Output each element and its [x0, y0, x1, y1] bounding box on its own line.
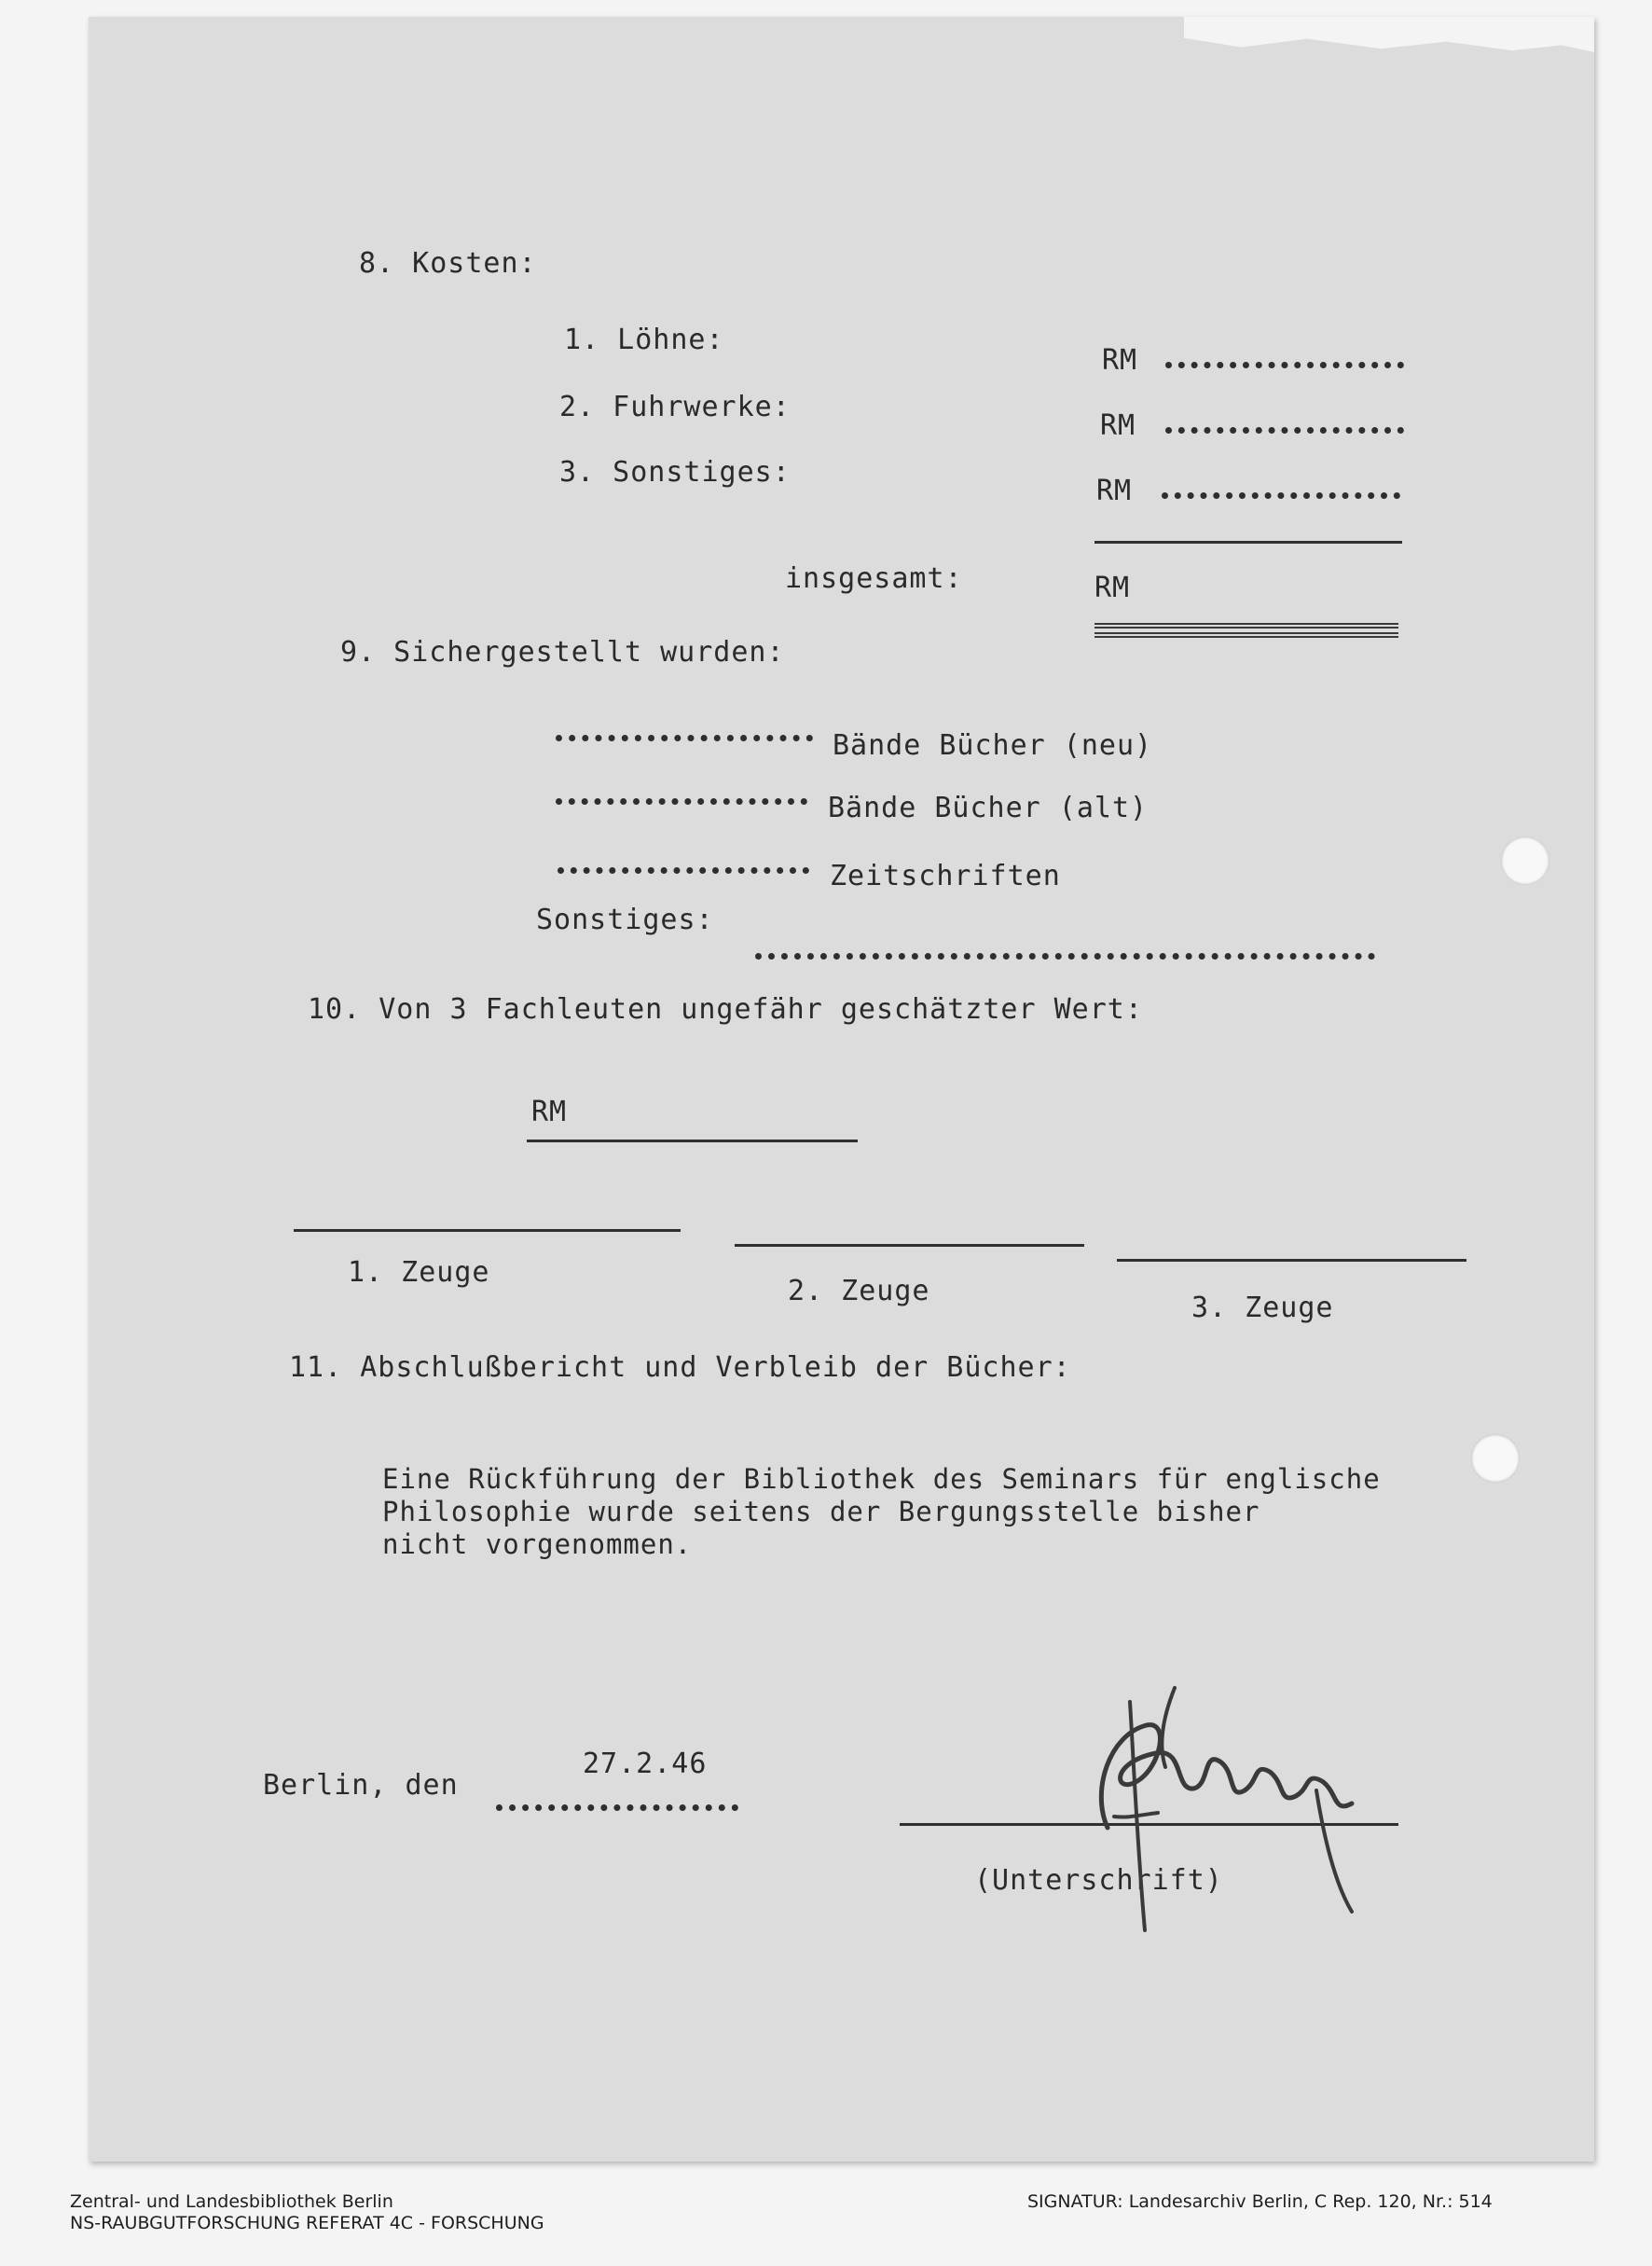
total-double-rule [1094, 623, 1398, 629]
cost-item-loehne: 1. Löhne: [564, 324, 724, 356]
footer-institution: Zentral- und Landesbibliothek Berlin [70, 2191, 393, 2212]
quantity-blank [558, 867, 809, 874]
row-baende-neu: Bände Bücher (neu) [833, 729, 1153, 762]
date-value: 27.2.46 [583, 1748, 708, 1780]
witness-signature-line [735, 1244, 1084, 1247]
report-line-1: Eine Rückführung der Bibliothek des Seminars für englische [382, 1463, 1381, 1495]
total-currency: RM [1094, 572, 1131, 604]
witness-signature-line [1117, 1259, 1466, 1262]
witness-signature-line [294, 1229, 681, 1232]
witness-3-label: 3. Zeuge [1191, 1292, 1334, 1324]
cost-item-fuhrwerke: 2. Fuhrwerke: [559, 391, 791, 423]
witness-1-label: 1. Zeuge [348, 1256, 490, 1289]
section-9-heading: 9. Sichergestellt wurden: [340, 636, 785, 669]
section-8-heading: 8. Kosten: [359, 247, 537, 280]
punch-hole [1501, 836, 1549, 885]
other-blank [755, 953, 1375, 960]
report-line-3: nicht vorgenommen. [382, 1528, 693, 1560]
punch-hole [1471, 1434, 1520, 1483]
quantity-blank [556, 798, 807, 805]
footer-department: NS-RAUBGUTFORSCHUNG REFERAT 4C - FORSCHUNG [70, 2213, 544, 2233]
cost-currency: RM [1096, 475, 1133, 507]
date-blank [496, 1804, 738, 1811]
cost-currency: RM [1100, 409, 1136, 442]
report-line-2: Philosophie wurde seitens der Bergungsstelle bisher [382, 1496, 1260, 1527]
quantity-blank [556, 735, 813, 741]
footer-signature-ref: SIGNATUR: Landesarchiv Berlin, C Rep. 120, Nr.: 514 [1027, 2191, 1493, 2212]
place-label: Berlin, den [263, 1769, 459, 1802]
handwritten-signature [1072, 1679, 1408, 1940]
other-label: Sonstiges: [536, 904, 714, 936]
row-baende-alt: Bände Bücher (alt) [828, 792, 1149, 824]
amount-blank [1165, 362, 1404, 368]
sum-rule [1094, 541, 1402, 544]
total-double-rule [1094, 632, 1398, 638]
value-rule [527, 1140, 858, 1142]
cost-item-sonstiges: 3. Sonstiges: [559, 456, 791, 489]
value-currency: RM [531, 1096, 568, 1128]
section-11-heading: 11. Abschlußbericht und Verbleib der Bücher: [289, 1351, 1071, 1384]
section-10-heading: 10. Von 3 Fachleuten ungefähr geschätzter Wert: [308, 993, 1143, 1026]
witness-2-label: 2. Zeuge [788, 1275, 930, 1307]
cost-currency: RM [1102, 344, 1138, 377]
total-label: insgesamt: [785, 562, 963, 595]
amount-blank [1162, 492, 1400, 499]
amount-blank [1165, 427, 1404, 434]
signature-caption: (Unterschrift) [974, 1864, 1223, 1897]
row-zeitschriften: Zeitschriften [830, 860, 1061, 892]
